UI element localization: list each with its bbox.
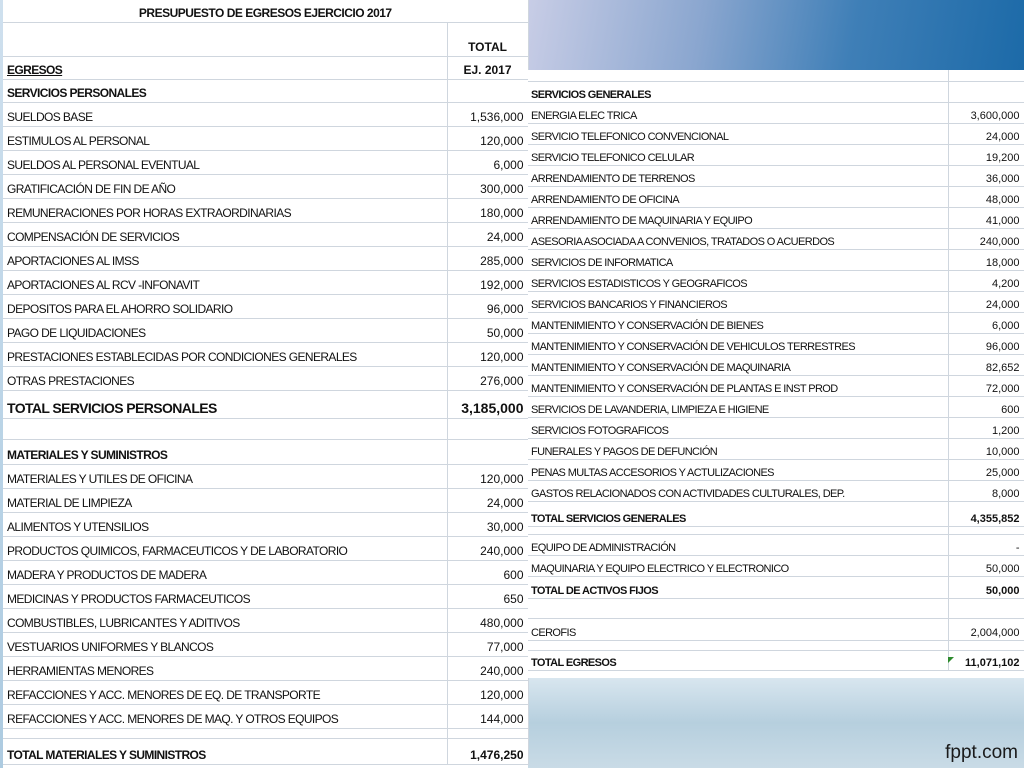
table-row	[3, 198, 528, 222]
footer-watermark: fppt.com	[945, 742, 1018, 763]
row-label: REFACCIONES Y ACC. MENORES DE MAQ. Y OTROS EQUIPOS	[3, 704, 447, 728]
row-label: COMBUSTIBLES, LUBRICANTES Y ADITIVOS	[3, 608, 447, 632]
table-row	[3, 584, 528, 608]
blank-cell	[948, 640, 1024, 650]
blank-cell	[447, 728, 528, 738]
table-row	[528, 165, 1024, 186]
blank-cell	[528, 640, 948, 650]
row-value: 24,000	[948, 291, 1024, 312]
right-table	[528, 70, 1024, 671]
row-value: 10,000	[948, 438, 1024, 459]
row-label: MANTENIMIENTO Y CONSERVACIÓN DE PLANTAS E INST PROD	[528, 375, 948, 396]
table-row	[528, 333, 1024, 354]
section-title-materiales: MATERIALES Y SUMINISTROS	[3, 439, 447, 464]
row-label: SERVICIO TELEFONICO CELULAR	[528, 144, 948, 165]
blank-cell	[3, 418, 447, 439]
row-value: 25,000	[948, 459, 1024, 480]
row-label: PAGO DE LIQUIDACIONES	[3, 318, 447, 342]
table-row	[528, 312, 1024, 333]
table-row	[3, 342, 528, 366]
row-label: VESTUARIOS UNIFORMES Y BLANCOS	[3, 632, 447, 656]
row-value: 240,000	[447, 536, 528, 560]
total-activos-fijos-label: TOTAL DE ACTIVOS FIJOS	[528, 576, 948, 598]
total-servicios-generales-label: TOTAL SERVICIOS GENERALES	[528, 501, 948, 526]
table-row	[528, 459, 1024, 480]
blank-cell	[528, 526, 948, 534]
row-value: 650	[447, 584, 528, 608]
blank-cell	[528, 70, 948, 81]
total-materiales-value: 1,476,250	[447, 738, 528, 764]
row-label: DEPOSITOS PARA EL AHORRO SOLIDARIO	[3, 294, 447, 318]
table-row	[3, 536, 528, 560]
row-label: MADERA Y PRODUCTOS DE MADERA	[3, 560, 447, 584]
row-label: PRODUCTOS QUIMICOS, FARMACEUTICOS Y DE LABORATORIO	[3, 536, 447, 560]
row-label: MATERIALES Y UTILES DE OFICINA	[3, 464, 447, 488]
blank-cell	[447, 439, 528, 464]
row-value: 120,000	[447, 680, 528, 704]
table-row	[3, 150, 528, 174]
section-title-servicios-personales: SERVICIOS PERSONALES	[3, 79, 447, 102]
blank-cell	[3, 22, 447, 56]
blank-cell	[948, 526, 1024, 534]
table-row	[3, 632, 528, 656]
row-label: GRATIFICACIÓN DE FIN DE AÑO	[3, 174, 447, 198]
row-value: 24,000	[948, 123, 1024, 144]
table-row	[3, 512, 528, 536]
row-label: ARRENDAMIENTO DE TERRENOS	[528, 165, 948, 186]
row-value: 144,000	[447, 704, 528, 728]
table-row	[3, 560, 528, 584]
total-egresos-label: TOTAL EGRESOS	[528, 650, 948, 670]
egresos-header: EGRESOS	[3, 56, 447, 79]
blank-cell	[948, 81, 1024, 102]
row-value: 77,000	[447, 632, 528, 656]
total-servicios-personales-label: TOTAL SERVICIOS PERSONALES	[3, 390, 447, 418]
table-row	[3, 608, 528, 632]
row-value: 1,536,000	[447, 102, 528, 126]
row-value: 240,000	[948, 228, 1024, 249]
row-label: APORTACIONES AL IMSS	[3, 246, 447, 270]
row-label: SERVICIOS BANCARIOS Y FINANCIEROS	[528, 291, 948, 312]
row-label: APORTACIONES AL RCV -INFONAVIT	[3, 270, 447, 294]
row-value: 4,200	[948, 270, 1024, 291]
row-label: MAQUINARIA Y EQUIPO ELECTRICO Y ELECTRONICO	[528, 555, 948, 576]
row-value: 82,652	[948, 354, 1024, 375]
table-row	[528, 417, 1024, 438]
row-label: REFACCIONES Y ACC. MENORES DE EQ. DE TRANSPORTE	[3, 680, 447, 704]
row-label: ARRENDAMIENTO DE MAQUINARIA Y EQUIPO	[528, 207, 948, 228]
table-row	[528, 396, 1024, 417]
row-label: MATERIAL DE LIMPIEZA	[3, 488, 447, 512]
total-servicios-generales-value: 4,355,852	[948, 501, 1024, 526]
row-value: 120,000	[447, 126, 528, 150]
row-value: 48,000	[948, 186, 1024, 207]
row-label: SERVICIOS DE LAVANDERIA, LIMPIEZA E HIGIENE	[528, 396, 948, 417]
table-row	[3, 102, 528, 126]
budget-sheet-right	[528, 70, 1024, 678]
row-label: ALIMENTOS Y UTENSILIOS	[3, 512, 447, 536]
table-row	[528, 555, 1024, 576]
row-value: 19,200	[948, 144, 1024, 165]
table-row	[3, 464, 528, 488]
row-label: SUELDOS AL PERSONAL EVENTUAL	[3, 150, 447, 174]
table-row	[3, 126, 528, 150]
table-row	[3, 174, 528, 198]
table-row	[3, 704, 528, 728]
row-label: SUELDOS BASE	[3, 102, 447, 126]
table-row	[528, 207, 1024, 228]
row-label: MANTENIMIENTO Y CONSERVACIÓN DE VEHICULOS TERRESTRES	[528, 333, 948, 354]
row-value: 18,000	[948, 249, 1024, 270]
row-value: 600	[447, 560, 528, 584]
table-row	[528, 186, 1024, 207]
row-value: 480,000	[447, 608, 528, 632]
blank-cell	[948, 598, 1024, 618]
table-row	[3, 366, 528, 390]
row-value: 120,000	[447, 464, 528, 488]
row-label: SERVICIOS ESTADISTICOS Y GEOGRAFICOS	[528, 270, 948, 291]
slide-background-banner	[528, 0, 1024, 70]
row-label: MANTENIMIENTO Y CONSERVACIÓN DE BIENES	[528, 312, 948, 333]
table-row	[3, 318, 528, 342]
section-title-servicios-generales: SERVICIOS GENERALES	[528, 81, 948, 102]
row-value: 285,000	[447, 246, 528, 270]
row-value: 72,000	[948, 375, 1024, 396]
table-row	[3, 656, 528, 680]
row-label: ENERGIA ELEC TRICA	[528, 102, 948, 123]
table-row	[528, 270, 1024, 291]
year-header: EJ. 2017	[447, 56, 528, 79]
row-label: ESTIMULOS AL PERSONAL	[3, 126, 447, 150]
table-row	[3, 680, 528, 704]
row-value: 1,200	[948, 417, 1024, 438]
row-label: SERVICIO TELEFONICO CONVENCIONAL	[528, 123, 948, 144]
row-value: 50,000	[447, 318, 528, 342]
row-label: MEDICINAS Y PRODUCTOS FARMACEUTICOS	[3, 584, 447, 608]
row-label: SERVICIOS FOTOGRAFICOS	[528, 417, 948, 438]
row-value: 6,000	[447, 150, 528, 174]
table-row	[528, 375, 1024, 396]
row-label: MANTENIMIENTO Y CONSERVACIÓN DE MAQUINARIA	[528, 354, 948, 375]
row-label: OTRAS PRESTACIONES	[3, 366, 447, 390]
row-value: 276,000	[447, 366, 528, 390]
table-row	[528, 534, 1024, 555]
row-label: ARRENDAMIENTO DE OFICINA	[528, 186, 948, 207]
cerofis-label: CEROFIS	[528, 618, 948, 640]
blank-cell	[948, 70, 1024, 81]
row-label: FUNERALES Y PAGOS DE DEFUNCIÓN	[528, 438, 948, 459]
blank-cell	[447, 418, 528, 439]
total-materiales-label: TOTAL MATERIALES Y SUMINISTROS	[3, 738, 447, 764]
table-row	[528, 123, 1024, 144]
row-value: 6,000	[948, 312, 1024, 333]
table-row	[3, 488, 528, 512]
row-value: 8,000	[948, 480, 1024, 501]
row-value: 192,000	[447, 270, 528, 294]
budget-sheet-left	[3, 0, 528, 768]
row-label: EQUIPO DE ADMINISTRACIÓN	[528, 534, 948, 555]
row-value: 120,000	[447, 342, 528, 366]
row-value: 50,000	[948, 555, 1024, 576]
total-egresos-value: 11,071,102	[948, 650, 1024, 670]
row-label: HERRAMIENTAS MENORES	[3, 656, 447, 680]
table-row	[528, 354, 1024, 375]
table-row	[3, 294, 528, 318]
cerofis-value: 2,004,000	[948, 618, 1024, 640]
row-value: 30,000	[447, 512, 528, 536]
row-value: 41,000	[948, 207, 1024, 228]
row-label: REMUNERACIONES POR HORAS EXTRAORDINARIAS	[3, 198, 447, 222]
row-label: COMPENSACIÓN DE SERVICIOS	[3, 222, 447, 246]
row-value: 180,000	[447, 198, 528, 222]
table-row	[528, 144, 1024, 165]
row-label: PENAS MULTAS ACCESORIOS Y ACTULIZACIONES	[528, 459, 948, 480]
row-value: 600	[948, 396, 1024, 417]
row-value: 300,000	[447, 174, 528, 198]
table-row	[528, 102, 1024, 123]
cell-comment-marker	[948, 657, 954, 663]
row-value: 24,000	[447, 222, 528, 246]
row-label: SERVICIOS DE INFORMATICA	[528, 249, 948, 270]
table-row	[3, 246, 528, 270]
table-row	[528, 228, 1024, 249]
table-row	[528, 480, 1024, 501]
row-label: PRESTACIONES ESTABLECIDAS POR CONDICIONES GENERALES	[3, 342, 447, 366]
total-activos-fijos-value: 50,000	[948, 576, 1024, 598]
blank-cell	[528, 598, 948, 618]
row-value: 3,600,000	[948, 102, 1024, 123]
row-value: 24,000	[447, 488, 528, 512]
row-label: ASESORIA ASOCIADA A CONVENIOS, TRATADOS O ACUERDOS	[528, 228, 948, 249]
row-value: 240,000	[447, 656, 528, 680]
total-servicios-personales-value: 3,185,000	[447, 390, 528, 418]
sheet-title: PRESUPUESTO DE EGRESOS EJERCICIO 2017	[3, 0, 528, 22]
table-row	[528, 291, 1024, 312]
row-label: GASTOS RELACIONADOS CON ACTIVIDADES CULTURALES, DEP.	[528, 480, 948, 501]
table-row	[3, 222, 528, 246]
row-value: -	[948, 534, 1024, 555]
table-row	[528, 438, 1024, 459]
blank-cell	[3, 728, 447, 738]
total-header: TOTAL	[447, 22, 528, 56]
row-value: 96,000	[447, 294, 528, 318]
table-row	[528, 249, 1024, 270]
left-table	[3, 0, 529, 765]
table-row	[3, 270, 528, 294]
row-value: 96,000	[948, 333, 1024, 354]
blank-cell	[447, 79, 528, 102]
row-value: 36,000	[948, 165, 1024, 186]
